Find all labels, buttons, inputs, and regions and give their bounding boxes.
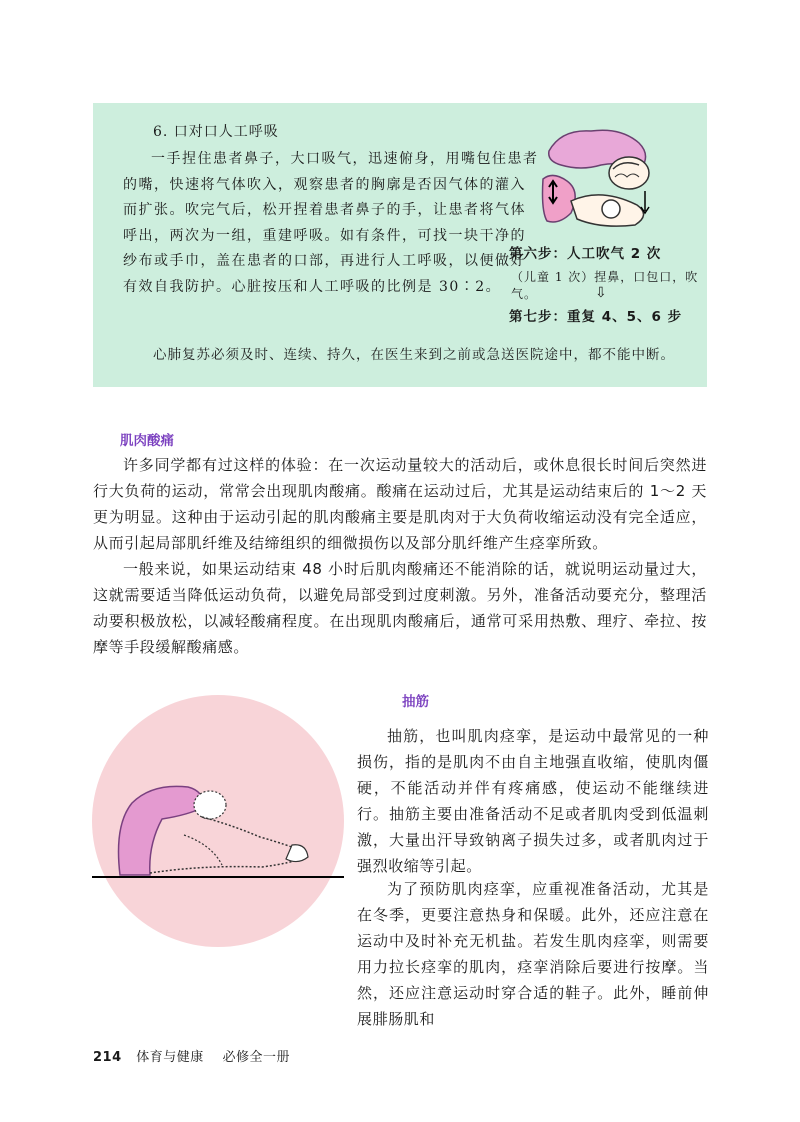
down-arrow-icon: ⇩ xyxy=(595,285,607,301)
volume-label: 必修全一册 xyxy=(222,1050,290,1065)
book-title: 体育与健康 xyxy=(136,1050,204,1065)
box-title: 6. 口对口人工呼吸 xyxy=(153,124,279,140)
cpr-info-box xyxy=(93,103,707,387)
section-heading-muscle-soreness: 肌肉酸痛 xyxy=(120,433,174,449)
page-footer xyxy=(93,1046,290,1065)
page-number: 214 xyxy=(93,1050,122,1065)
step-six-note: （儿童 1 次）捏鼻，口包口，吹气。 xyxy=(511,270,699,301)
section-heading-cramp: 抽筋 xyxy=(402,694,429,710)
cpr-illustration xyxy=(541,121,661,231)
cramp-stretch-illustration xyxy=(92,695,344,947)
box-final-note: 心肺复苏必须及时、连续、持久，在医生来到之前或急送医院途中，都不能中断。 xyxy=(153,347,675,363)
step-seven: 第七步：重复 4、5、6 步 xyxy=(509,309,683,325)
box-text: 一手捏住患者鼻子，大口吸气，迅速俯身，用嘴包住患者的嘴，快速将气体吹入，观察患者的胸廓是否因气体的灌入而扩张。吹完气后，松开捏着患者鼻子的手，让患者将气体呼出，两次为一组，重建呼吸。如有条件，可找一块干净的纱布或手巾，盖在患者的口部，再进行人工呼吸，以便做好有效自我防护。心脏按压和人工呼吸的比例是 30∶2。 xyxy=(123,151,539,295)
paragraph-cramp-1: 抽筋，也叫肌肉痉挛，是运动中最常见的一种损伤，指的是肌肉不由自主地强直收缩，使肌肉僵硬，不能活动并伴有疼痛感，使运动不能继续进行。抽筋主要由准备活动不足或者肌肉受到低温刺激，大量出汗导致钠离子损失过多，或者肌肉过于强烈收缩等引起。 xyxy=(357,727,709,875)
paragraph-cramp-2: 为了预防肌肉痉挛，应重视准备活动，尤其是在冬季，更要注意热身和保暖。此外，还应注意在运动中及时补充无机盐。若发生肌肉痉挛，则需要用力拉长痉挛的肌肉，痉挛消除后要进行按摩。当然，还应注意运动时穿合适的鞋子。此外，睡前伸展腓肠肌和 xyxy=(357,880,709,1028)
paragraph-soreness-1: 许多同学都有过这样的体验：在一次运动量较大的活动后，或休息很长时间后突然进行大负荷的运动，常常会出现肌肉酸痛。酸痛在运动过后，尤其是运动结束后的 1～2 天更为明显。这种由于运动引起的肌肉酸痛主要是肌肉对于大负荷收缩运动没有完全适应，从而引起局部肌纤维及结缔组织的细微损伤以及部分肌纤维产生痉挛所致。 xyxy=(93,456,707,552)
step-six: 第六步：人工吹气 2 次 xyxy=(509,246,662,262)
paragraph-soreness-2: 一般来说，如果运动结束 48 小时后肌肉酸痛还不能消除的话，就说明运动量过大，这就需要适当降低运动负荷，以避免局部受到过度刺激。另外，准备活动要充分，整理活动要积极放松，以减轻酸痛程度。在出现肌肉酸痛后，通常可采用热敷、理疗、牵拉、按摩等手段缓解酸痛感。 xyxy=(93,560,707,656)
